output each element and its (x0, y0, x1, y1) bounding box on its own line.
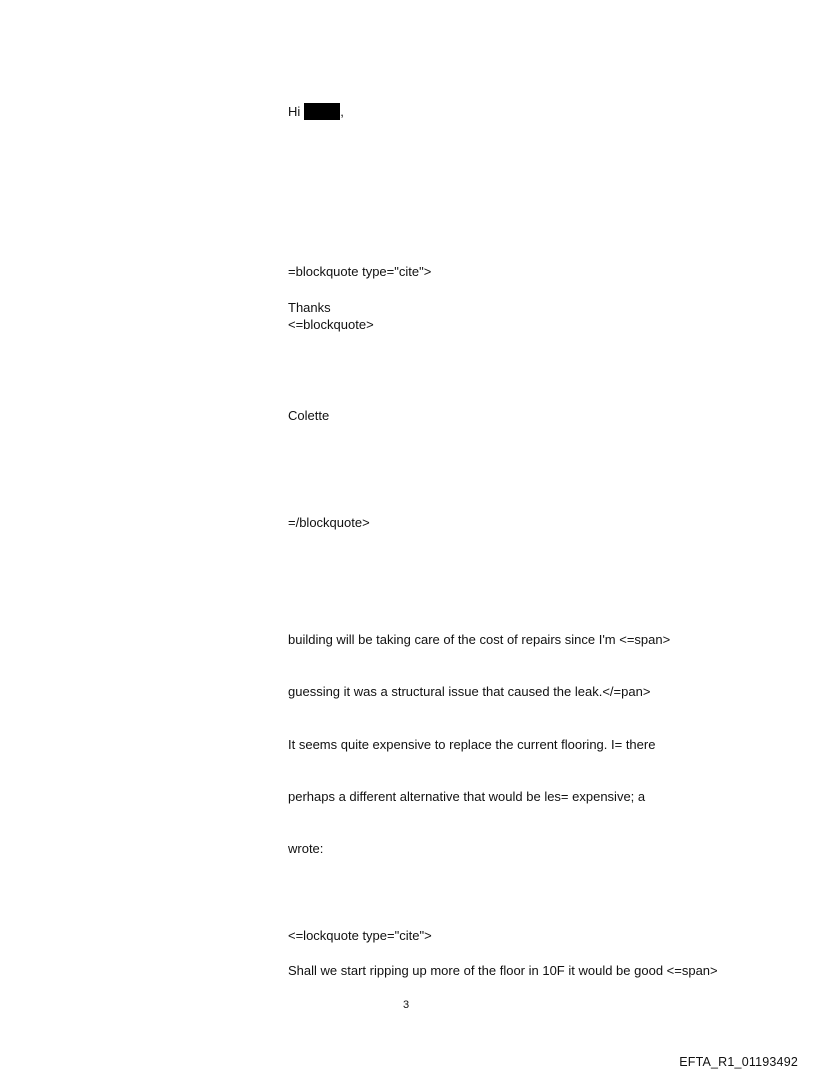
salutation-comma: , (340, 104, 344, 119)
body-line: Thanks (288, 300, 331, 315)
bates-number: EFTA_R1_01193492 (679, 1055, 798, 1069)
body-line: perhaps a different alternative that would be les= expensive; a (288, 789, 646, 804)
body-line: =/blockquote> (288, 515, 370, 530)
body-line: <=lockquote type="cite"> (288, 928, 432, 943)
body-line: guessing it was a structural issue that caused the leak.</=pan> (288, 684, 651, 699)
salutation: Hi (288, 104, 301, 119)
body-line: Shall we start ripping up more of the floor in 10F it would be good <=span> (288, 963, 718, 978)
greeting-line (288, 103, 344, 120)
body-line: <=blockquote> (288, 317, 374, 332)
body-line: It seems quite expensive to replace the current flooring. I= there (288, 737, 656, 752)
body-line: Colette (288, 408, 330, 423)
redaction-box (304, 103, 340, 120)
body-line: =blockquote type="cite"> (288, 264, 432, 279)
page-number: 3 (403, 999, 410, 1011)
body-line: wrote: (288, 841, 324, 856)
body-line: building will be taking care of the cost of repairs since I'm <=span> (288, 632, 671, 647)
